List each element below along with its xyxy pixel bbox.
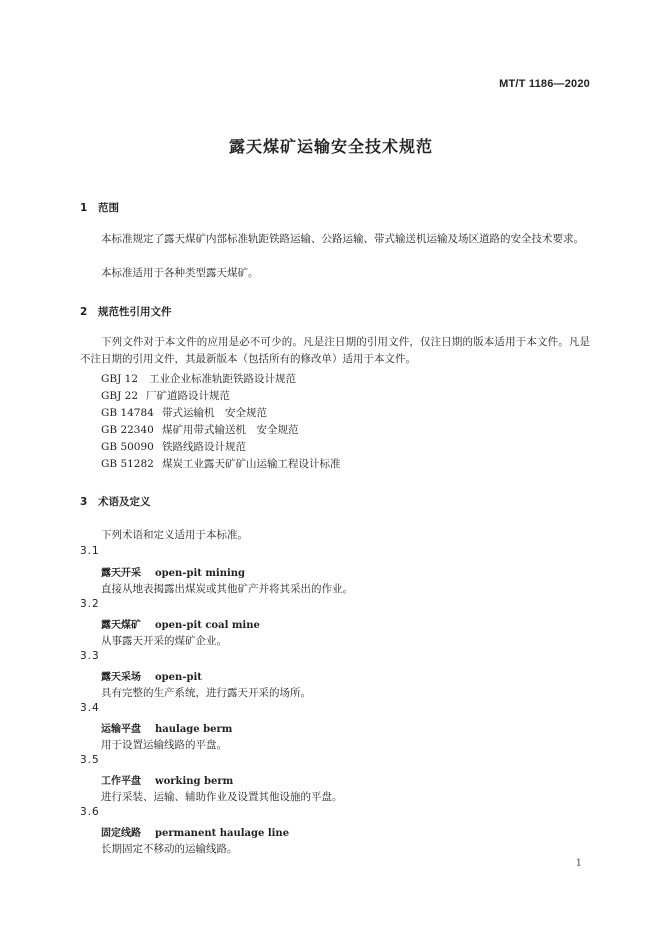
reference-title: 铁路线路设计规范 xyxy=(162,441,246,453)
reference-code: GBJ 12 xyxy=(101,373,139,385)
term-definition: 进行采装、运输、辅助作业及设置其他设施的平盘。 xyxy=(101,791,343,803)
reference-item xyxy=(101,422,299,437)
section-3-intro: 下列术语和定义适用于本标准。 xyxy=(101,529,248,541)
reference-item xyxy=(101,371,296,386)
reference-code: GBJ 22 xyxy=(101,390,139,402)
reference-code: GB 22340 xyxy=(101,424,154,436)
reference-item xyxy=(101,439,246,454)
term-zh: 露天煤矿 xyxy=(101,620,141,631)
clause-number: 3.1 xyxy=(80,545,100,557)
term-en: haulage berm xyxy=(155,724,233,735)
standard-number: MT/T 1186—2020 xyxy=(499,78,590,90)
term-en: open-pit mining xyxy=(155,568,246,579)
term-en: open-pit xyxy=(155,672,202,683)
term-heading xyxy=(101,720,232,735)
section-3-heading xyxy=(80,494,151,509)
term-definition: 直接从地表揭露出煤炭或其他矿产并将其采出的作业。 xyxy=(101,583,353,595)
reference-item xyxy=(101,456,341,471)
term-heading xyxy=(101,668,202,683)
section-number: 3 xyxy=(80,496,88,508)
section-title: 术语及定义 xyxy=(98,496,151,508)
clause-number: 3.6 xyxy=(80,806,100,818)
term-zh: 工作平盘 xyxy=(101,776,141,787)
term-heading xyxy=(101,772,233,787)
section-1-heading xyxy=(80,200,119,215)
clause-number: 3.3 xyxy=(80,650,100,662)
reference-item xyxy=(101,405,267,420)
term-definition: 长期固定不移动的运输线路。 xyxy=(101,843,238,855)
section-2-heading xyxy=(80,304,172,319)
term-zh: 露天采场 xyxy=(101,672,141,683)
term-zh: 露天开采 xyxy=(101,568,141,579)
term-heading xyxy=(101,564,245,579)
term-en: permanent haulage line xyxy=(155,828,290,839)
term-definition: 具有完整的生产系统，进行露天开采的场所。 xyxy=(101,687,311,699)
reference-title: 煤炭工业露天矿矿山运输工程设计标准 xyxy=(162,458,341,470)
document-title: 露天煤矿运输安全技术规范 xyxy=(228,137,433,156)
reference-code: GB 51282 xyxy=(101,458,154,470)
term-zh: 固定线路 xyxy=(101,828,141,839)
reference-item xyxy=(101,388,230,403)
reference-code: GB 50090 xyxy=(101,441,154,453)
reference-title: 煤矿用带式输送机 安全规范 xyxy=(162,424,299,436)
section-title: 规范性引用文件 xyxy=(98,306,172,318)
page-number: 1 xyxy=(575,858,582,869)
clause-number: 3.2 xyxy=(80,598,100,610)
term-definition: 用于设置运输线路的平盘。 xyxy=(101,739,227,751)
term-heading xyxy=(101,824,289,839)
section-number: 2 xyxy=(80,306,88,318)
section-number: 1 xyxy=(80,202,88,214)
term-en: working berm xyxy=(155,776,234,787)
reference-title: 带式运输机 安全规范 xyxy=(162,407,267,419)
term-definition: 从事露天开采的煤矿企业。 xyxy=(101,635,227,647)
term-heading xyxy=(101,616,260,631)
section-2-paragraph: 下列文件对于本文件的应用是必不可少的。凡是注日期的引用文件，仅注日期的版本适用于本文件。凡是不注日期的引用文件，其最新版本（包括所有的修改单）适用于本文件。 xyxy=(80,336,590,365)
clause-number: 3.5 xyxy=(80,754,100,766)
term-en: open-pit coal mine xyxy=(155,620,260,631)
section-title: 范围 xyxy=(98,202,119,214)
section-1-paragraph-2: 本标准适用于各种类型露天煤矿。 xyxy=(101,267,259,279)
reference-title: 工业企业标准轨距铁路设计规范 xyxy=(149,373,296,385)
reference-title: 厂矿道路设计规范 xyxy=(146,390,230,402)
reference-code: GB 14784 xyxy=(101,407,154,419)
clause-number: 3.4 xyxy=(80,702,100,714)
section-1-paragraph-1: 本标准规定了露天煤矿内部标准轨距铁路运输、公路运输、带式输送机运输及场区道路的安全技术要求。 xyxy=(101,233,584,245)
term-zh: 运输平盘 xyxy=(101,724,141,735)
